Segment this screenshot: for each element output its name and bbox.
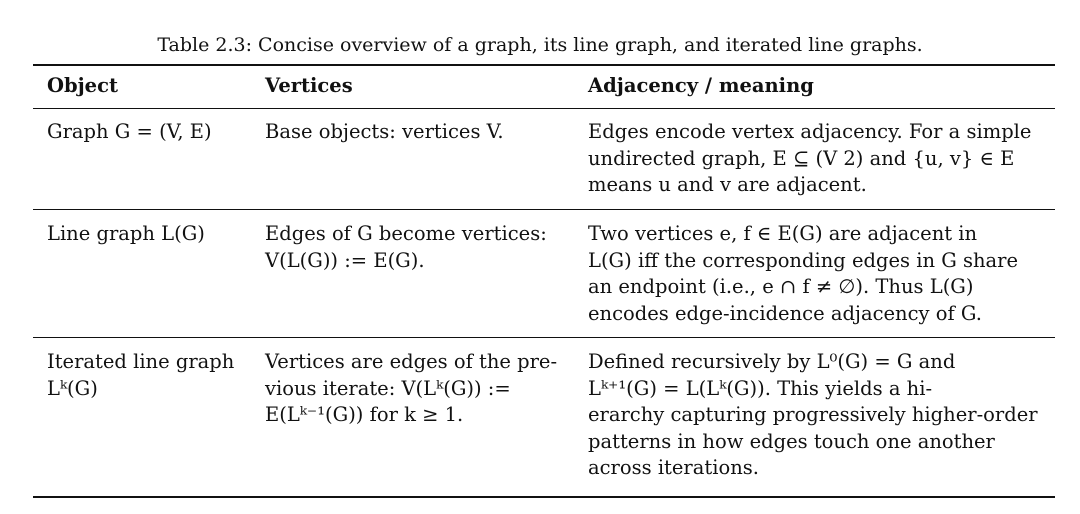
- row-1-rule: [33, 209, 1055, 210]
- row-2-adjacency-line-2: L(G) iff the corresponding edges in G share: [588, 248, 1019, 272]
- row-1-adjacency-line-1: Edges encode vertex adjacency. For a simple: [588, 120, 1032, 143]
- row-3-vertices: [265, 349, 570, 429]
- row-2-adjacency-line-3: an endpoint (i.e., e ∩ f ≠ ∅). Thus L(G): [588, 275, 974, 298]
- row-2-vertices-line-2: V(L(G)) := E(G).: [265, 248, 425, 272]
- row-1-adjacency-line-2: undirected graph, E ⊆ (V 2) and {u, v} ∈ E: [588, 146, 1015, 170]
- row-1-adjacency: [588, 119, 1043, 199]
- row-1-vertices-line-1: Base objects: vertices V.: [265, 120, 504, 143]
- bottom-rule: [33, 496, 1055, 498]
- row-3-vertices-line-3: E(Lᵏ⁻¹(G)) for k ≥ 1.: [265, 403, 464, 426]
- header-vertices: Vertices: [265, 74, 353, 97]
- row-2-adjacency-line-4: encodes edge-incidence adjacency of G.: [588, 301, 982, 325]
- row-1-vertices: [265, 119, 570, 146]
- row-2-vertices: [265, 221, 570, 274]
- row-3-object-line-2: Lᵏ(G): [47, 376, 98, 400]
- row-3-adjacency-line-2: Lᵏ⁺¹(G) = L(Lᵏ(G)). This yields a hi-: [588, 376, 933, 400]
- top-rule: [33, 64, 1055, 66]
- header-adjacency: Adjacency / meaning: [588, 74, 814, 97]
- row-1-object: [47, 119, 252, 146]
- row-3-object: [47, 349, 252, 402]
- table-caption: Table 2.3: Concise overview of a graph, its line graph, and iterated line graphs.: [157, 34, 923, 56]
- row-2-vertices-line-1: Edges of G become vertices:: [265, 222, 547, 245]
- row-3-adjacency-line-3: erarchy capturing progressively higher-order: [588, 403, 1038, 426]
- header-rule: [33, 108, 1055, 109]
- row-3-object-line-1: Iterated line graph: [47, 350, 235, 373]
- row-3-vertices-line-2: vious iterate: V(Lᵏ(G)) :=: [265, 376, 511, 400]
- row-2-adjacency-line-1: Two vertices e, f ∈ E(G) are adjacent in: [588, 222, 978, 245]
- row-3-adjacency: [588, 349, 1043, 482]
- row-2-adjacency: [588, 221, 1043, 327]
- row-1-object-line-1: Graph G = (V, E): [47, 120, 212, 143]
- row-2-object: [47, 221, 252, 248]
- row-1-adjacency-line-3: means u and v are adjacent.: [588, 173, 867, 196]
- row-2-object-line-1: Line graph L(G): [47, 222, 205, 245]
- row-3-adjacency-line-1: Defined recursively by L⁰(G) = G and: [588, 350, 956, 373]
- row-3-adjacency-line-5: across iterations.: [588, 456, 759, 479]
- row-3-adjacency-line-4: patterns in how edges touch one another: [588, 429, 995, 453]
- row-3-vertices-line-1: Vertices are edges of the pre-: [265, 350, 558, 373]
- header-object: Object: [47, 74, 118, 97]
- row-2-rule: [33, 337, 1055, 338]
